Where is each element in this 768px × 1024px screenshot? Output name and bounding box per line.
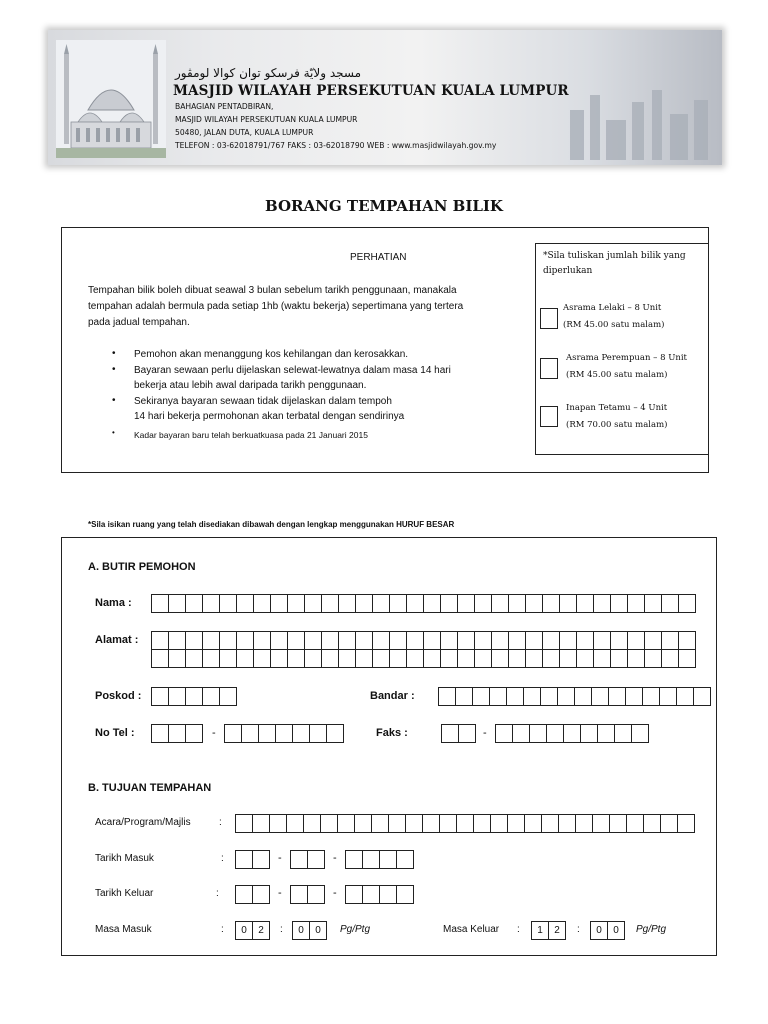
notice-heading: PERHATIAN [350,252,407,263]
tarikh-keluar-year-input[interactable] [345,885,413,904]
header-address-line-1: BAHAGIAN PENTADBIRAN, [175,102,274,111]
faks-dash: - [483,727,487,739]
masa-keluar-minute-input[interactable] [590,921,624,940]
masa-masuk-minute-input[interactable] [292,921,326,940]
alamat-label: Alamat : [95,634,139,646]
notice-paragraph-line-2: tempahan adalah bermula pada setiap 1hb (waktu bekerja) sepertimana yang tertera [88,301,464,312]
tarikh-masuk-year-input[interactable] [345,850,413,869]
masa-masuk-hour-input[interactable] [235,921,269,940]
room-rate-asrama-perempuan: (RM 45.00 satu malam) [566,370,668,380]
masa-keluar-digit[interactable]: 0 [590,921,608,940]
masa-masuk-digit[interactable]: 0 [235,921,253,940]
checkbox-asrama-lelaki[interactable] [540,308,558,329]
acara-colon: : [219,817,222,828]
section-a-heading: A. BUTIR PEMOHON [88,561,196,573]
tarikh-masuk-month-input[interactable] [290,850,324,869]
tarikh-masuk-colon: : [221,853,224,864]
notel-label: No Tel : [95,727,135,739]
notice-bullet-2-cont: bekerja atau lebih awal daripada tarikh penggunaan. [134,380,367,391]
notice-bullet-2: Bayaran sewaan perlu dijelaskan selewat-lewatnya dalam masa 14 hari [134,365,451,376]
masa-keluar-label: Masa Keluar [443,924,500,935]
bandar-input[interactable] [438,687,710,706]
room-name-asrama-perempuan: Asrama Perempuan – 8 Unit [566,353,687,363]
notice-bullet-1: Pemohon akan menanggung kos kehilangan dan kerosakkan. [134,349,409,360]
room-rate-asrama-lelaki: (RM 45.00 satu malam) [563,320,665,330]
room-intro-line-1: *Sila tuliskan jumlah bilik yang [543,251,686,261]
header-address-line-2: MASJID WILAYAH PERSEKUTUAN KUALA LUMPUR [175,115,358,124]
checkbox-asrama-perempuan[interactable] [540,358,558,379]
masa-masuk-label: Masa Masuk [95,924,152,935]
instruction-note: *Sila isikan ruang yang telah disediakan dibawah dengan lengkap menggunakan HURUF BESAR [88,520,455,529]
bullet-icon: • [112,364,116,375]
room-name-asrama-lelaki: Asrama Lelaki – 8 Unit [563,303,662,313]
faks-prefix-input[interactable] [441,724,475,743]
bullet-icon: • [112,348,116,359]
tarikh-keluar-colon: : [216,888,219,899]
masa-keluar-digit[interactable]: 1 [531,921,549,940]
masa-masuk-colon: : [221,924,224,935]
city-skyline-graphic [560,40,720,160]
notice-bullet-4: Kadar bayaran baru telah berkuatkuasa pada 21 Januari 2015 [134,430,368,440]
masa-keluar-pgptg: Pg/Ptg [636,924,667,935]
nama-input[interactable] [151,594,695,613]
acara-input[interactable] [235,814,694,833]
header-address-line-3: 50480, JALAN DUTA, KUALA LUMPUR [175,128,314,137]
masa-keluar-colon: : [517,924,520,935]
tarikh-masuk-label: Tarikh Masuk [95,853,154,864]
poskod-input[interactable] [151,687,236,706]
room-rate-inapan-tetamu: (RM 70.00 satu malam) [566,420,668,430]
masa-keluar-digit[interactable]: 2 [548,921,566,940]
poskod-label: Poskod : [95,690,142,702]
section-b-heading: B. TUJUAN TEMPAHAN [88,782,212,794]
masa-keluar-digit[interactable]: 0 [607,921,625,940]
header-contact-line: TELEFON : 03-62018791/767 FAKS : 03-62018790 WEB : www.masjidwilayah.gov.my [175,141,497,150]
tarikh-masuk-dash-2: - [333,852,337,864]
alamat-input-line-2[interactable] [151,649,695,668]
alamat-input-line-1[interactable] [151,631,695,650]
masa-keluar-separator: : [577,924,580,935]
notel-dash: - [212,727,216,739]
tarikh-keluar-day-input[interactable] [235,885,269,904]
notel-number-input[interactable] [224,724,343,743]
header-arabic-name: مسجد ولايّة فرسكو توان كوالا لومڤور [175,66,362,80]
header-title: MASJID WILAYAH PERSEKUTUAN KUALA LUMPUR [173,83,569,99]
tarikh-keluar-dash-1: - [278,887,282,899]
notice-paragraph-line-1: Tempahan bilik boleh dibuat seawal 3 bulan sebelum tarikh penggunaan, manakala [88,285,457,296]
notice-bullet-3: Sekiranya bayaran sewaan tidak dijelaskan dalam tempoh [134,396,392,407]
acara-label: Acara/Program/Majlis [95,817,191,828]
notice-bullet-3-cont: 14 hari bekerja permohonan akan terbatal dengan sendirinya [134,411,405,422]
bullet-icon: • [112,428,115,437]
tarikh-keluar-label: Tarikh Keluar [95,888,154,899]
checkbox-inapan-tetamu[interactable] [540,406,558,427]
tarikh-keluar-month-input[interactable] [290,885,324,904]
tarikh-keluar-dash-2: - [333,887,337,899]
masa-masuk-digit[interactable]: 0 [309,921,327,940]
masa-masuk-pgptg: Pg/Ptg [340,924,371,935]
tarikh-masuk-day-input[interactable] [235,850,269,869]
mosque-logo [56,40,166,158]
bullet-icon: • [112,395,116,406]
faks-number-input[interactable] [495,724,648,743]
nama-label: Nama : [95,597,132,609]
form-title: BORANG TEMPAHAN BILIK [265,197,503,215]
masa-masuk-digit[interactable]: 0 [292,921,310,940]
masa-masuk-separator: : [280,924,283,935]
faks-label: Faks : [376,727,408,739]
room-name-inapan-tetamu: Inapan Tetamu – 4 Unit [566,403,668,413]
notice-paragraph-line-3: pada jadual tempahan. [88,317,190,328]
tarikh-masuk-dash-1: - [278,852,282,864]
room-intro-line-2: diperlukan [543,266,593,276]
masa-keluar-hour-input[interactable] [531,921,565,940]
bandar-label: Bandar : [370,690,415,702]
notel-prefix-input[interactable] [151,724,202,743]
masa-masuk-digit[interactable]: 2 [252,921,270,940]
